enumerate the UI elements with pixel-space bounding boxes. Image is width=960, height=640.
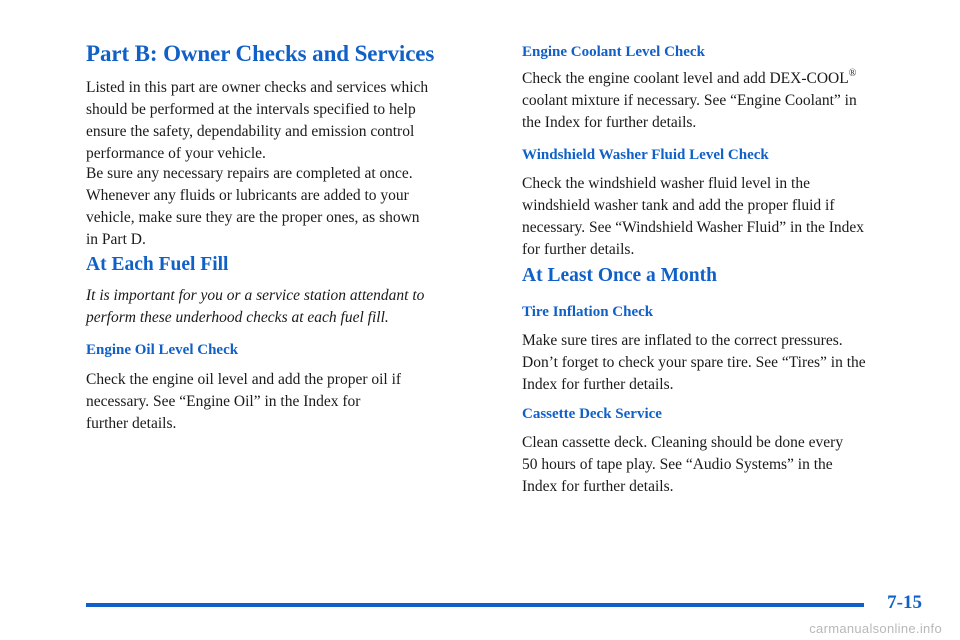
engine-oil-text: Check the engine oil level and add the proper oil if necessary. See “Engine Oil” in the Index for further details. [86,371,402,432]
subheading-washer-fluid: Windshield Washer Fluid Level Check [522,147,769,163]
washer-fluid-text: Check the windshield washer fluid level in the windshield washer tank and add the proper fluid if necessary. See “Windshield Washer Fluid” in the Index for further details. [522,175,865,258]
engine-coolant-text-a: Check the engine coolant level and add DEX-COOL [522,70,849,87]
subheading-tire-inflation: Tire Inflation Check [522,304,654,320]
tire-inflation-text: Make sure tires are inflated to the correct pressures. Don’t forget to check your spare tire. See “Tires” in the Index for further details. [522,332,866,393]
footer-rule [86,603,864,607]
section-heading-once-a-month: At Least Once a Month [522,265,717,286]
subheading-engine-coolant: Engine Coolant Level Check [522,44,705,60]
registered-mark: ® [848,68,857,79]
intro-paragraph-2: Be sure any necessary repairs are completed at once. Whenever any fluids or lubricants are added to your vehicle, make sure they are the proper ones, as shown in Part D. [86,165,420,248]
page-title: Part B: Owner Checks and Services [86,41,435,66]
intro-paragraph-1: Listed in this part are owner checks and services which should be performed at the intervals specified to help ensure the safety, dependability and emission control performance of your vehicle. [86,79,429,162]
section-heading-fuel-fill: At Each Fuel Fill [86,254,229,275]
cassette-deck-text: Clean cassette deck. Cleaning should be done every 50 hours of tape play. See “Audio Systems” in the Index for further details. [522,434,844,495]
page-number: 7-15 [887,592,922,613]
watermark: carmanualsonline.info [809,621,942,636]
engine-coolant-text [522,68,922,134]
fuel-fill-note: It is important for you or a service station attendant to perform these underhood checks at each fuel fill. [86,287,425,326]
subheading-cassette-deck: Cassette Deck Service [522,406,662,422]
subheading-engine-oil: Engine Oil Level Check [86,342,239,358]
engine-coolant-text-b: coolant mixture if necessary. See “Engine Coolant” in the Index for further details. [522,92,857,131]
